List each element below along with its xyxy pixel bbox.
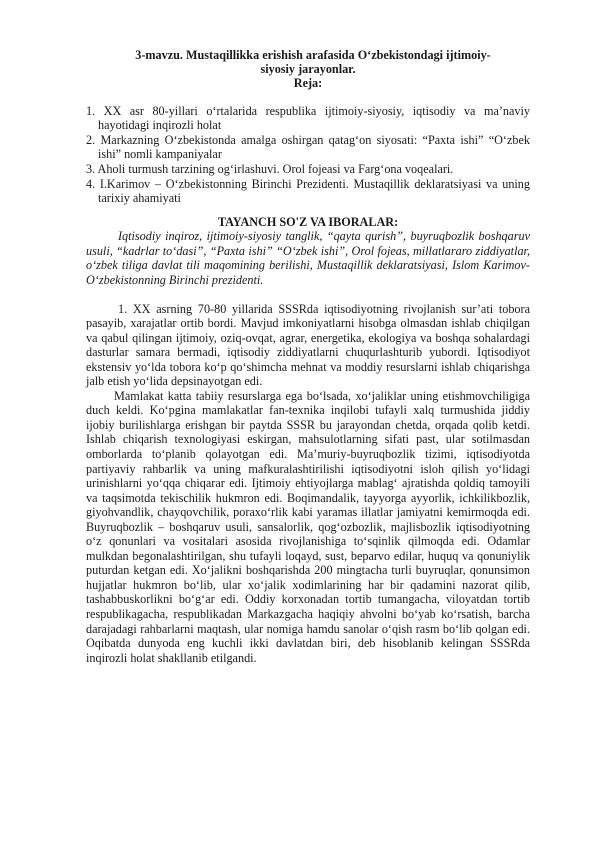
plan-item: 2. Markazning O‘zbekistonda amalga oshirgan qatag‘on siyosati: “Paxta ishi” “O‘zbek ishi” nomli kampaniyalar (86, 132, 530, 162)
plan-item: 4. I.Karimov – O‘zbekistonning Birinchi Prezidenti. Mustaqillik deklaratsiyasi va uning tarixiy ahamiyati (86, 176, 530, 206)
keywords-heading: TAYANCH SO'Z VA IBORALAR: (217, 214, 399, 229)
plan-list (86, 104, 530, 206)
title-line-1: 3-mavzu. Mustaqillikka erishish arafasida O‘zbekistondagi ijtimoiy- (135, 48, 491, 62)
plan-heading: Reja: (293, 76, 323, 91)
plan-item: 3. Aholi turmush tarzining og‘irlashuvi. Orol fojeasi va Farg‘ona voqealari. (86, 161, 454, 176)
plan-item: 1. XX asr 80-yillari o‘rtalarida respublika ijtimoiy-siyosiy, iqtisodiy va ma’naviy hayotidagi inqirozli holat (86, 103, 530, 133)
paragraph-2: Mamlakat katta tabiiy resurslarga ega bo‘lsada, xo‘jaliklar uning etishmovchiligiga duch keldi. Ko‘pgina mamlakatlar fan-texnika inqilobi tufayli xalq turmushida jiddiy ijobiy burilishlarga erishgan bir paytda SSSR bu jarayondan chetda, orqada qolib ketdi. Ishlab chiqarish texnologiyasi eskirgan, mahsulotlarning sifati past, ular sotilmasdan omborlarda to‘planib qolayotgan edi. Ma’muriy-buyruqbozlik tizimi, iqtisodiyotda partiyaviy rahbarlik va uning mafkuralashtirilishi iqtisodiyotni isloh qilish yo‘lidagi urinishlarni yo‘qqa chiqarar edi. Ijtimoiy ehtiyojlarga mablag‘ ajratishda qoldiq tamoyili va taqsimotda tekischilik hukmron edi. Boqimandalik, tayyorga ayyorlik, ichkilikbozlik, giyohvandlik, chayqovchilik, poraxo‘rlik kabi yaramas illatlar jamiyatni kemirmoqda edi. Buyruqbozlik – boshqaruv usuli, sansalorlik, qog‘ozbozlik, majlisbozlik iqtisodiyotning o‘z qonunlari va vositalari asosida rivojlanishiga to‘sqinlik qilmoqda edi. Odamlar mulkdan begonalashtirilgan, shu tufayli loqayd, sust, beparvo edilar, huquq va qonuniylik puturdan ketgan edi. Xo‘jalikni boshqarishda 200 mingtacha turli buyruqlar, qonunsimon hujjatlar hukmron bo‘lib, ular xo‘jalik xodimlarining har bir qadamini nazorat qilib, tashabbuskorlikni bo‘g‘ar edi. Oddiy korxonadan tortib tumangacha, viloyatdan tortib respublikagacha, respublikadan Markazgacha haqiqiy ahvolni bo‘yab ko‘rsatish, barcha darajadagi rahbarlarni maqtash, ular nomiga hamdu sanolar o‘qish rasm bo‘lib qolgan edi. Oqibatda dunyoda eng kuchli ikki davlatdan biri, deb hisoblanib kelingan SSSRda inqirozli holat shakllanib etilgandi. (86, 388, 530, 665)
paragraph-1: 1. XX asrning 70-80 yillarida SSSRda iqtisodiyotning rivojlanish sur’ati tobora pasayib, xarajatlar ortib bordi. Mavjud imkoniyatlarni hisobga olmasdan ishlab chiqilgan va qabul qilingan ijtimoiy, oziq-ovqat, agrar, energetika, ekologiya va boshqa sohalardagi dasturlar samara bermadi, iqtisodiy ziddiyatlarni chuqurlashturib yubordi. Iqtisodiyot ekstensiv yo‘lda tobora ko‘p qo‘shimcha mehnat va moddiy resurslarni ishlab chiqarishga jalb etish yo‘lida depsinayotgan edi. (86, 301, 530, 389)
title-line-2: siyosiy jarayonlar. (260, 62, 356, 77)
document-title (86, 48, 530, 91)
keywords-text: Iqtisodiy inqiroz, ijtimoiy-siyosiy tanglik, “qayta qurish”, buyruqbozlik boshqaruv usuli, “kadrlar to‘dasi”, “Paxta ishi” “O‘zbek ishi”, Orol fojeas, millatlararo ziddiyatlar, o‘zbek tiliga davlat tili maqomining berilishi, Mustaqillik deklaratsiyasi, Islom Karimov-O‘zbekistonning Birinchi prezidenti. (86, 229, 530, 287)
document-page (86, 48, 530, 665)
